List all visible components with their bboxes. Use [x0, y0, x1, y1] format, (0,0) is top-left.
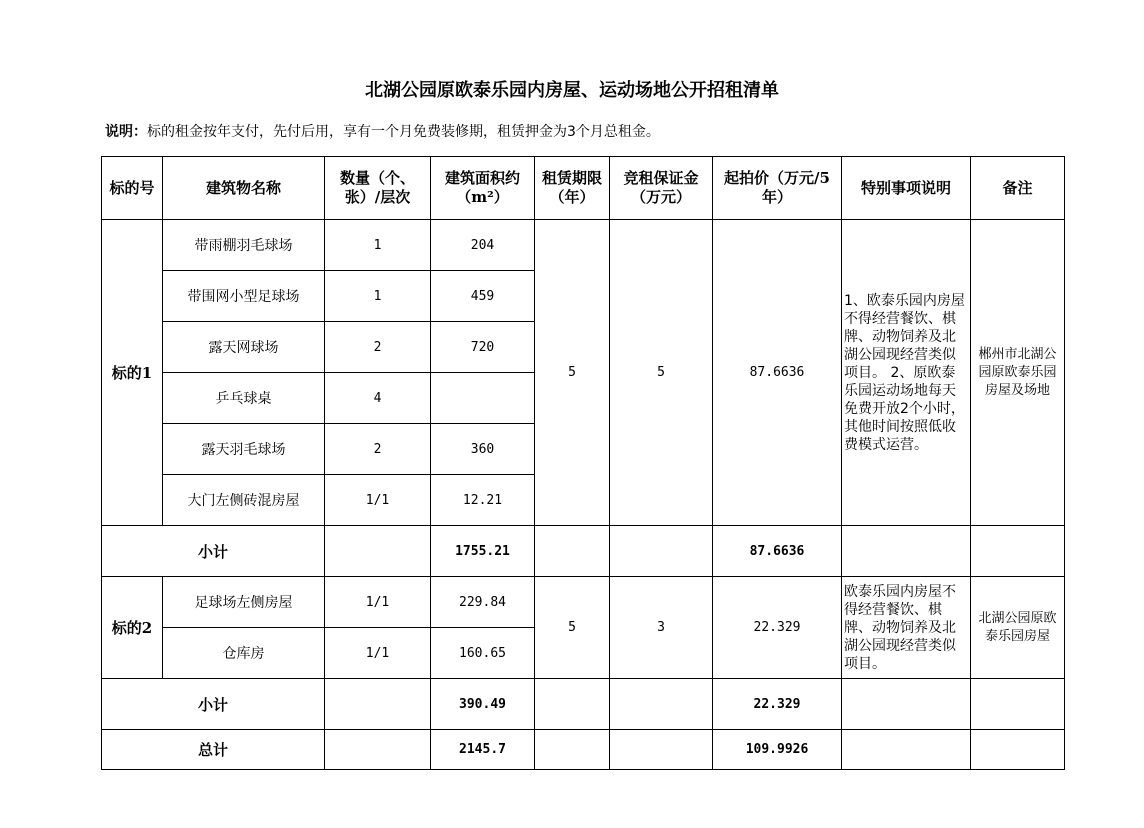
lot2-subtotal-label: 小计: [102, 679, 325, 730]
header-area: 建筑面积约（m²）: [431, 157, 535, 220]
total-row: [102, 730, 1065, 770]
lot2-label: 标的2: [102, 577, 163, 679]
header-special: 特别事项说明: [842, 157, 971, 220]
lot1-deposit: 5: [610, 220, 713, 526]
item-area: 720: [431, 322, 535, 373]
lot2-term: 5: [535, 577, 610, 679]
item-qty: 1/1: [325, 628, 431, 679]
item-qty: 2: [325, 322, 431, 373]
lot1-label: 标的1: [102, 220, 163, 526]
rental-table: [101, 156, 1065, 770]
lot1-remark: 郴州市北湖公园原欧泰乐园房屋及场地: [971, 220, 1065, 526]
lot1-term: 5: [535, 220, 610, 526]
item-area: 459: [431, 271, 535, 322]
subtotal-row: [102, 526, 1065, 577]
item-name: 仓库房: [163, 628, 325, 679]
lot2-special: 欧泰乐园内房屋不得经营餐饮、棋牌、动物饲养及北湖公园现经营类似项目。: [842, 577, 971, 679]
lot1-price: 87.6636: [713, 220, 842, 526]
lot1-subtotal-price: 87.6636: [713, 526, 842, 577]
note: [105, 121, 660, 141]
item-area: 360: [431, 424, 535, 475]
note-text: 标的租金按年支付，先付后用，享有一个月免费装修期，租赁押金为3个月总租金。: [147, 124, 660, 140]
item-qty: 1: [325, 220, 431, 271]
total-price: 109.9926: [713, 730, 842, 770]
lot2-subtotal-area: 390.49: [431, 679, 535, 730]
header-qty: 数量（个、张）/层次: [325, 157, 431, 220]
subtotal-row: [102, 679, 1065, 730]
item-qty: 1/1: [325, 475, 431, 526]
lot1-special: 1、欧泰乐园内房屋不得经营餐饮、棋牌、动物饲养及北湖公园现经营类似项目。 2、原欧泰乐园运动场地每天免费开放2个小时，其他时间按照低收费模式运营。: [842, 220, 971, 526]
table-row: [102, 577, 1065, 628]
lot2-subtotal-price: 22.329: [713, 679, 842, 730]
header-price: 起拍价（万元/5年）: [713, 157, 842, 220]
lot2-price: 22.329: [713, 577, 842, 679]
item-qty: 1: [325, 271, 431, 322]
lot1-subtotal-area: 1755.21: [431, 526, 535, 577]
header-lot: 标的号: [102, 157, 163, 220]
table-row: [102, 220, 1065, 271]
item-name: 大门左侧砖混房屋: [163, 475, 325, 526]
lot1-subtotal-label: 小计: [102, 526, 325, 577]
item-name: 足球场左侧房屋: [163, 577, 325, 628]
item-area: 12.21: [431, 475, 535, 526]
item-name: 露天网球场: [163, 322, 325, 373]
total-label: 总计: [102, 730, 325, 770]
lot2-remark: 北湖公园原欧泰乐园房屋: [971, 577, 1065, 679]
total-area: 2145.7: [431, 730, 535, 770]
item-area: 204: [431, 220, 535, 271]
item-qty: 4: [325, 373, 431, 424]
item-area: 229.84: [431, 577, 535, 628]
item-name: 乒乓球桌: [163, 373, 325, 424]
header-remark: 备注: [971, 157, 1065, 220]
item-qty: 1/1: [325, 577, 431, 628]
header-deposit: 竞租保证金（万元）: [610, 157, 713, 220]
item-qty: 2: [325, 424, 431, 475]
lot2-deposit: 3: [610, 577, 713, 679]
item-name: 带围网小型足球场: [163, 271, 325, 322]
note-label: 说明：: [105, 124, 147, 140]
page-title: 北湖公园原欧泰乐园内房屋、运动场地公开招租清单: [365, 80, 779, 101]
item-name: 带雨棚羽毛球场: [163, 220, 325, 271]
item-area: [431, 373, 535, 424]
header-term: 租赁期限（年）: [535, 157, 610, 220]
header-row: [102, 157, 1065, 220]
item-name: 露天羽毛球场: [163, 424, 325, 475]
header-name: 建筑物名称: [163, 157, 325, 220]
item-area: 160.65: [431, 628, 535, 679]
